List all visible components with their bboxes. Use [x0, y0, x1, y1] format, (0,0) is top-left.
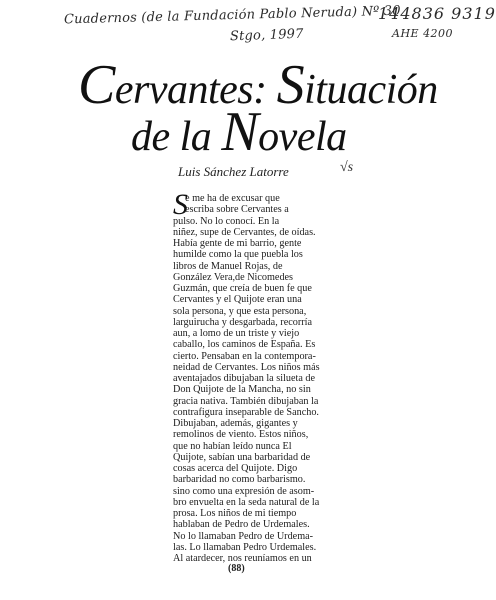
author-byline: Luis Sánchez Latorre — [178, 164, 289, 179]
body-text-column — [173, 188, 335, 564]
body-line: remolinos de viento. Estos niños, — [173, 429, 309, 441]
handwritten-catalog-code: AHE 4200 — [392, 27, 454, 40]
body-line: sino como una expresión de asom- — [173, 485, 315, 497]
page-number: (88) — [228, 563, 245, 574]
body-line: barbaridad no como barbarismo. — [173, 474, 306, 486]
body-line: contrafigura inseparable de Sancho. — [173, 406, 319, 418]
title-initial-n: N — [221, 101, 259, 163]
body-line: las. Lo llamaban Pedro Urdemales. — [173, 541, 317, 553]
body-line: caballo, los caminos de España. Es — [173, 339, 316, 351]
body-line: Guzmán, que creía de buen fe que — [173, 283, 312, 294]
drop-cap: S — [173, 188, 188, 221]
article-title-line-2 — [131, 101, 347, 163]
title-initial-c: C — [78, 54, 115, 116]
title-initial-s: S — [276, 54, 305, 116]
handwritten-checkmark: √s — [340, 160, 354, 175]
body-line: larguirucha y desgarbada, recorría — [173, 316, 312, 328]
body-line: neidad de Cervantes. Los niños más — [173, 361, 320, 373]
title-text-b: ituación — [304, 67, 438, 113]
body-line: libros de Manuel Rojas, de — [173, 260, 283, 272]
body-line: González Vera,de Nicomedes — [173, 271, 294, 283]
body-line: pulso. No lo conocí. En la — [173, 215, 280, 227]
body-line: e me ha de excusar que — [185, 193, 280, 204]
body-line: cosas acerca del Quijote. Digo — [173, 463, 298, 474]
body-line: Cervantes y el Quijote eran una — [173, 294, 302, 306]
body-line: Quijote, sabían una barbaridad de — [173, 451, 311, 463]
body-line: niñez, supe de Cervantes, de oídas. — [173, 226, 316, 238]
body-line: gracia nativa. También dibujaban la — [173, 395, 319, 407]
body-line: prosa. Los niños de mi tiempo — [173, 508, 297, 519]
body-line: sola persona, y que esta persona, — [173, 305, 307, 317]
body-line: Don Quijote de la Mancha, no sin — [173, 384, 311, 396]
body-line: aventajados dibujaban la silueta de — [173, 373, 316, 384]
body-line: hablaban de Pedro de Urdemales. — [173, 519, 310, 531]
title-text-a: ervantes: — [114, 67, 277, 113]
body-line: aun, a lomo de un triste y viejo — [173, 328, 300, 339]
body-line: Había gente de mi barrio, gente — [173, 238, 302, 249]
body-line: humilde como la que puebla los — [173, 249, 303, 261]
title-text-c: de la — [131, 114, 222, 160]
handwritten-source-note: Cuadernos (de la Fundación Pablo Neruda) Nº 30 — [63, 3, 401, 28]
body-paragraph — [173, 188, 335, 564]
body-line: Dibujaban, además, gigantes y — [173, 418, 298, 429]
handwritten-date-note: Stgo, 1997 — [229, 26, 304, 45]
handwritten-catalog-number: 144836 9319 — [378, 4, 496, 23]
body-line: que no habían leído nunca El — [173, 440, 292, 452]
body-line: No lo llamaban Pedro de Urdema- — [173, 530, 314, 542]
body-line: cierto. Pensaban en la contempora- — [173, 350, 316, 362]
title-text-d: ovela — [258, 114, 347, 160]
body-line: escriba sobre Cervantes a — [185, 204, 289, 216]
body-line: Al atardecer, nos reuníamos en un — [173, 553, 312, 564]
body-line: bro envuelta en la seda natural de la — [173, 496, 320, 508]
